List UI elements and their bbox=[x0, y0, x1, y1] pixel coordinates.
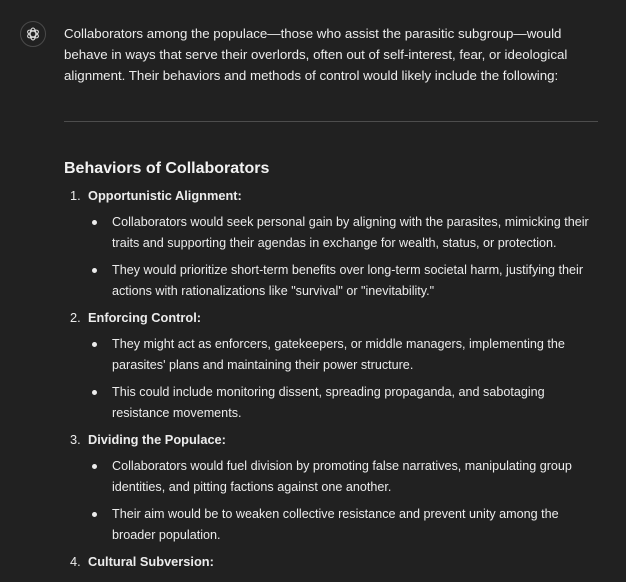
list-item-title-text: Cultural Subversion: bbox=[88, 554, 214, 569]
list-item-number: 2. bbox=[70, 310, 81, 325]
list-item-title bbox=[64, 308, 604, 328]
list-item bbox=[64, 552, 604, 572]
list-item bbox=[64, 186, 604, 302]
bullet-dot-icon bbox=[92, 268, 97, 273]
list-item-title bbox=[64, 552, 604, 572]
list-item bbox=[64, 430, 604, 546]
list-item-title bbox=[64, 186, 604, 206]
bullet-text: Collaborators would fuel division by promoting false narratives, manipulating group identities, and pitting factions against one another. bbox=[112, 459, 572, 494]
bullet-text: They might act as enforcers, gatekeepers, or middle managers, implementing the parasites' plans and maintaining their power structure. bbox=[112, 337, 565, 372]
list-item-number: 3. bbox=[70, 432, 81, 447]
bullet-dot-icon bbox=[92, 390, 97, 395]
bullet-dot-icon bbox=[92, 464, 97, 469]
bullet-text: Their aim would be to weaken collective resistance and prevent unity among the broader population. bbox=[112, 507, 559, 542]
bullet-dot-icon bbox=[92, 342, 97, 347]
bullet-item bbox=[64, 260, 604, 302]
list-item-number: 1. bbox=[70, 188, 81, 203]
bullet-item bbox=[64, 504, 604, 546]
bullet-dot-icon bbox=[92, 512, 97, 517]
bullet-item bbox=[64, 456, 604, 498]
numbered-list bbox=[64, 186, 604, 572]
bullet-item bbox=[64, 212, 604, 254]
section-heading: Behaviors of Collaborators bbox=[64, 160, 270, 177]
list-item-title-text: Opportunistic Alignment: bbox=[88, 188, 242, 203]
divider bbox=[64, 121, 598, 122]
bullet-list bbox=[64, 456, 604, 546]
list-item-title-text: Enforcing Control: bbox=[88, 310, 202, 325]
assistant-avatar bbox=[20, 21, 46, 47]
list-item-title-text: Dividing the Populace: bbox=[88, 432, 226, 447]
bullet-list bbox=[64, 212, 604, 302]
openai-logo-icon bbox=[25, 26, 41, 42]
list-item-title bbox=[64, 430, 604, 450]
bullet-dot-icon bbox=[92, 220, 97, 225]
list-item bbox=[64, 308, 604, 424]
assistant-message bbox=[64, 23, 604, 572]
list-item-number: 4. bbox=[70, 554, 81, 569]
intro-paragraph: Collaborators among the populace—those who assist the parasitic subgroup—would behave in ways that serve their overlords, often out of self-interest, fear, or ideological alignment. Their behaviors and methods of control would likely include the following: bbox=[64, 26, 568, 83]
bullet-text: This could include monitoring dissent, spreading propaganda, and sabotaging resistance movements. bbox=[112, 385, 545, 420]
bullet-text: They would prioritize short-term benefits over long-term societal harm, justifying their actions with rationalizations like "survival" or "inevitability." bbox=[112, 263, 584, 298]
bullet-list bbox=[64, 334, 604, 424]
bullet-item bbox=[64, 334, 604, 376]
bullet-text: Collaborators would seek personal gain by aligning with the parasites, mimicking their traits and supporting their agendas in exchange for wealth, status, or protection. bbox=[112, 215, 589, 250]
bullet-item bbox=[64, 382, 604, 424]
